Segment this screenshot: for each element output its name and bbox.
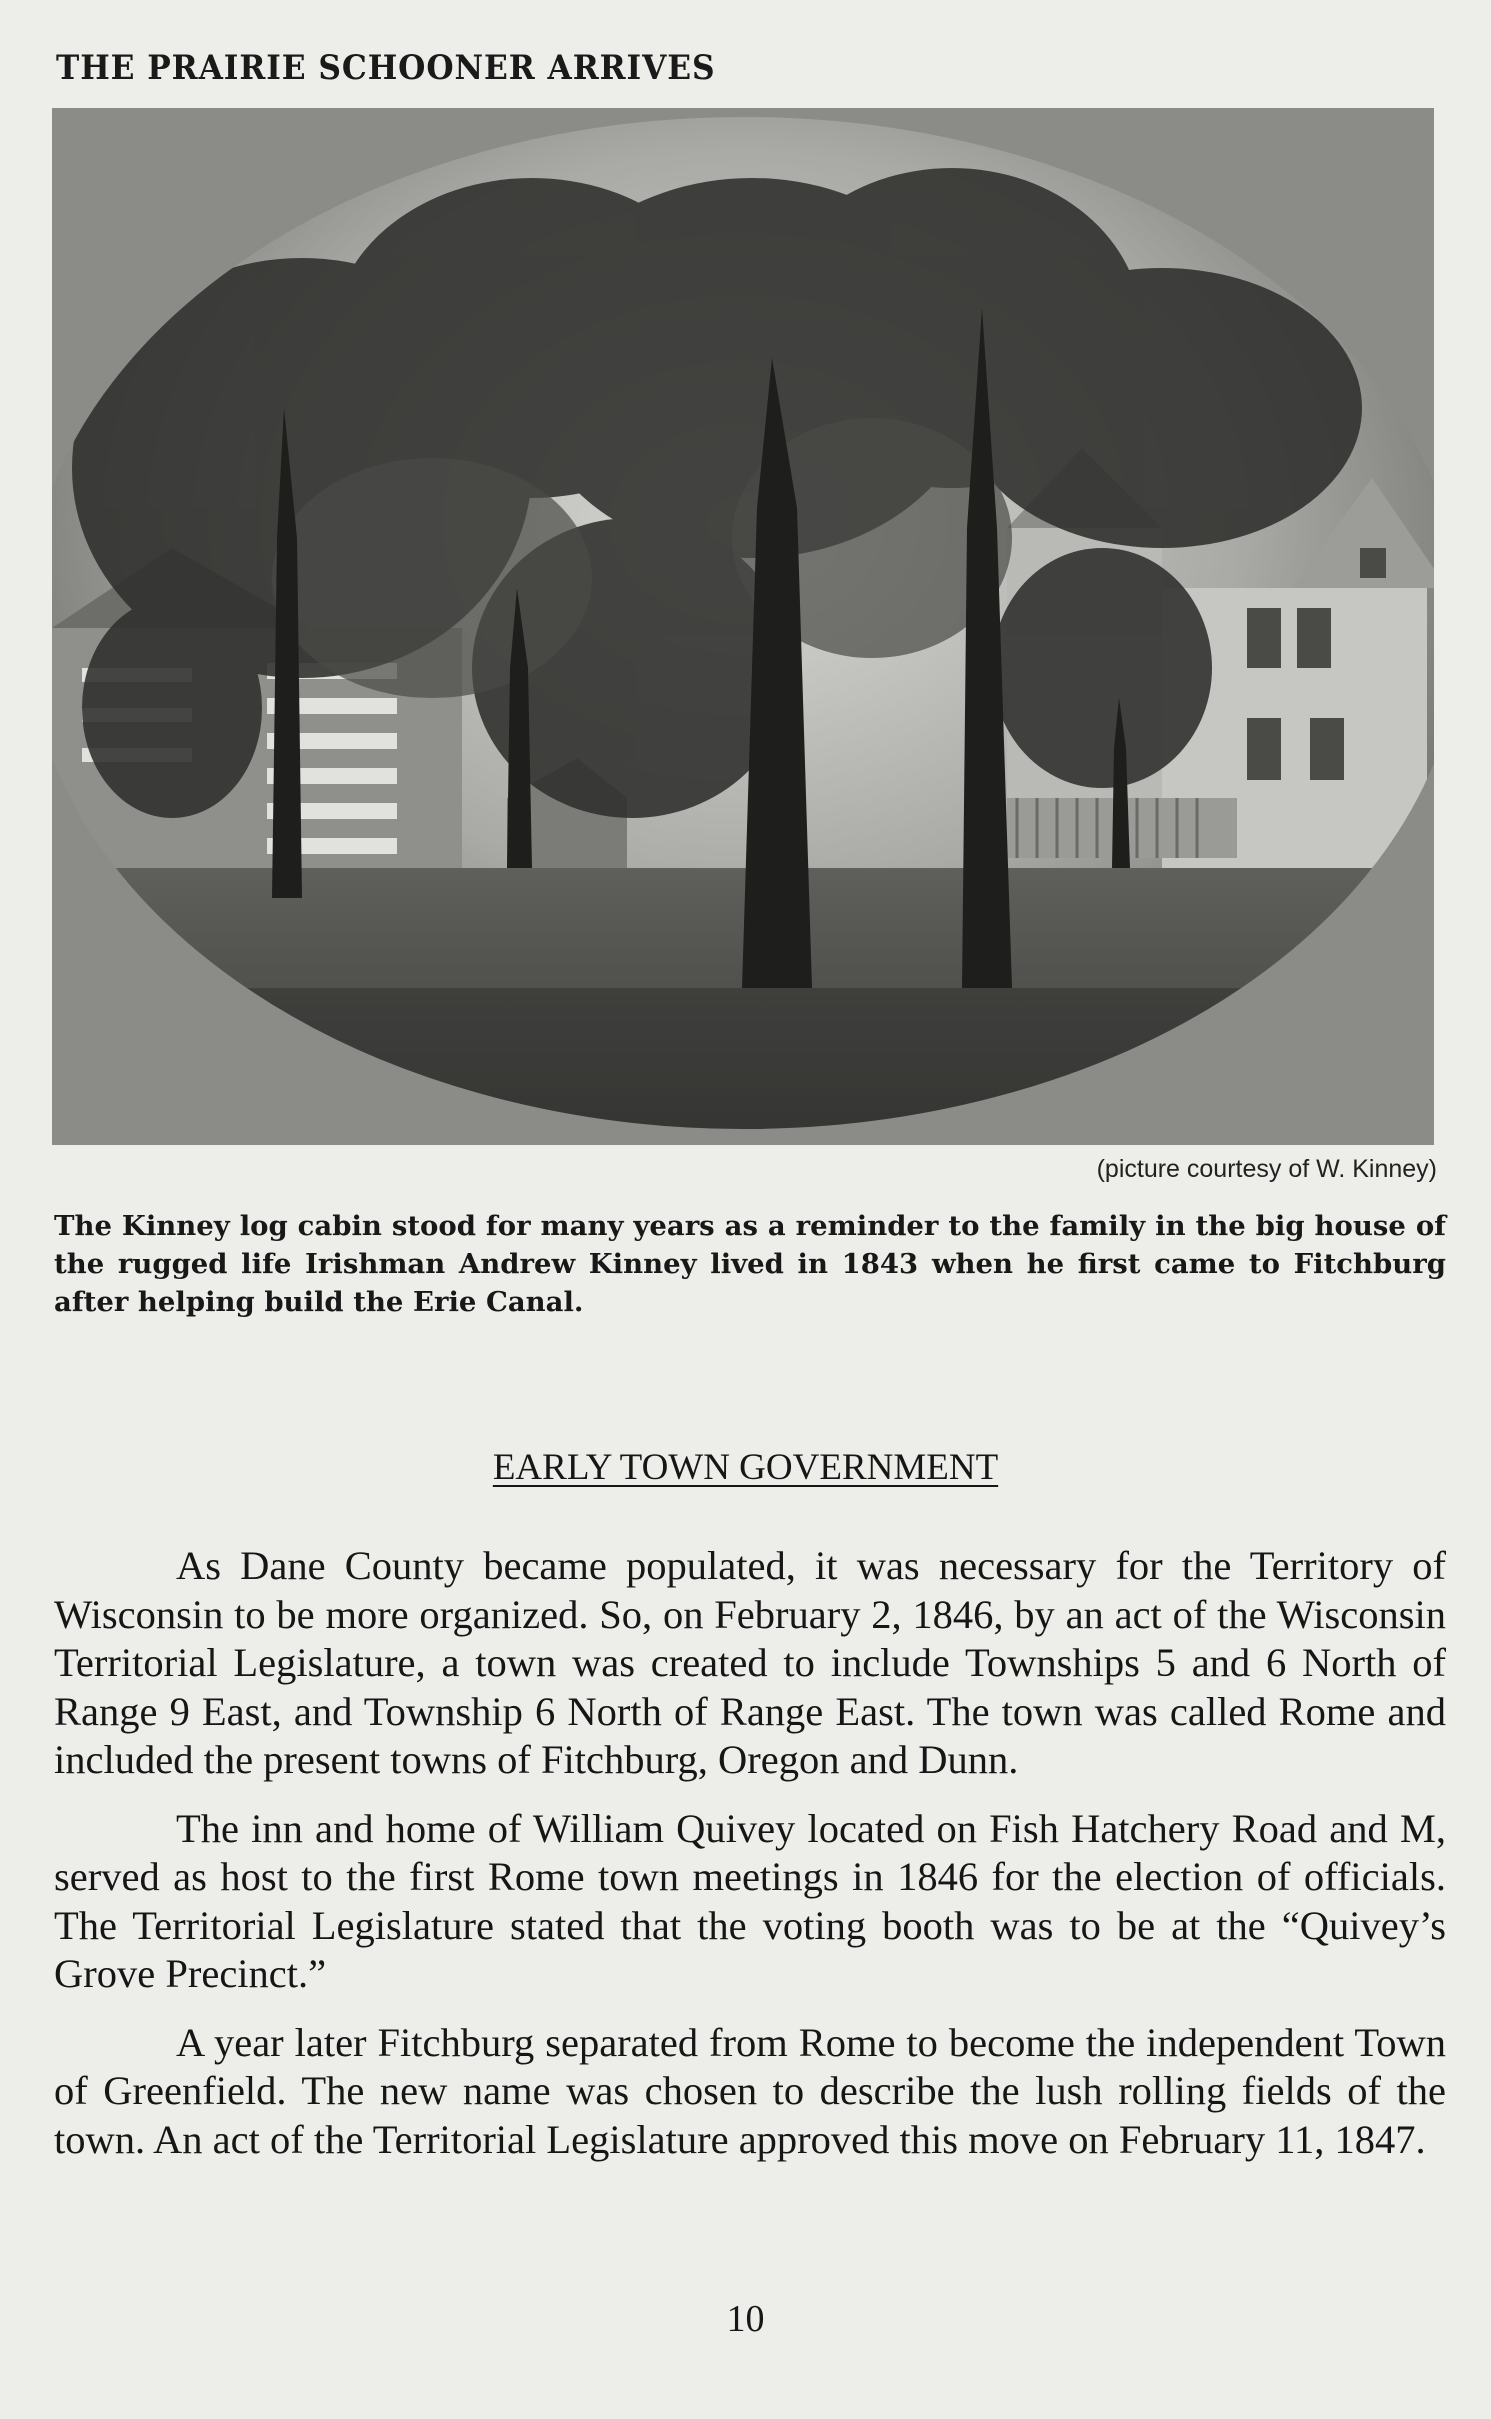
paragraph: As Dane County became populated, it was necessary for the Territory of Wisconsin to be more organized. So, on February 2, 1846, by an act of the Wisconsin Territorial Legislature, a town was created to include Townships 5 and 6 North of Range 9 East, and Township 6 North of Range East. The town was called Rome and included the present towns of Fitchburg, Oregon and Dunn. [54,1543,1446,1782]
paragraph: The inn and home of William Quivey located on Fish Hatchery Road and M, served as host to the first Rome town meetings in 1846 for the election of officials. The Territorial Legislature stated that the voting booth was to be at the “Quivey’s Grove Precinct.” [54,1805,1446,1996]
photo-caption: The Kinney log cabin stood for many years as a reminder to the family in the big house of the rugged life Irishman Andrew Kinney lived in 1843 when he first came to Fitchburg after helping build the Erie Canal. [54,1210,1446,1318]
paragraph: A year later Fitchburg separated from Rome to become the independent Town of Greenfield. The new name was chosen to describe the lush rolling fields of the town. An act of the Territorial Legislature approved this move on February 11, 1847. [54,2019,1446,2162]
photo-illustration [52,108,1434,1145]
running-head: THE PRAIRIE SCHOONER ARRIVES [56,48,716,88]
section-title: EARLY TOWN GOVERNMENT [492,1447,999,1488]
page-number: 10 [726,2298,765,2340]
photo-credit: (picture courtesy of W. Kinney) [1096,1155,1437,1183]
body-text [54,1542,1446,2184]
kinney-cabin-photo [52,108,1434,1145]
